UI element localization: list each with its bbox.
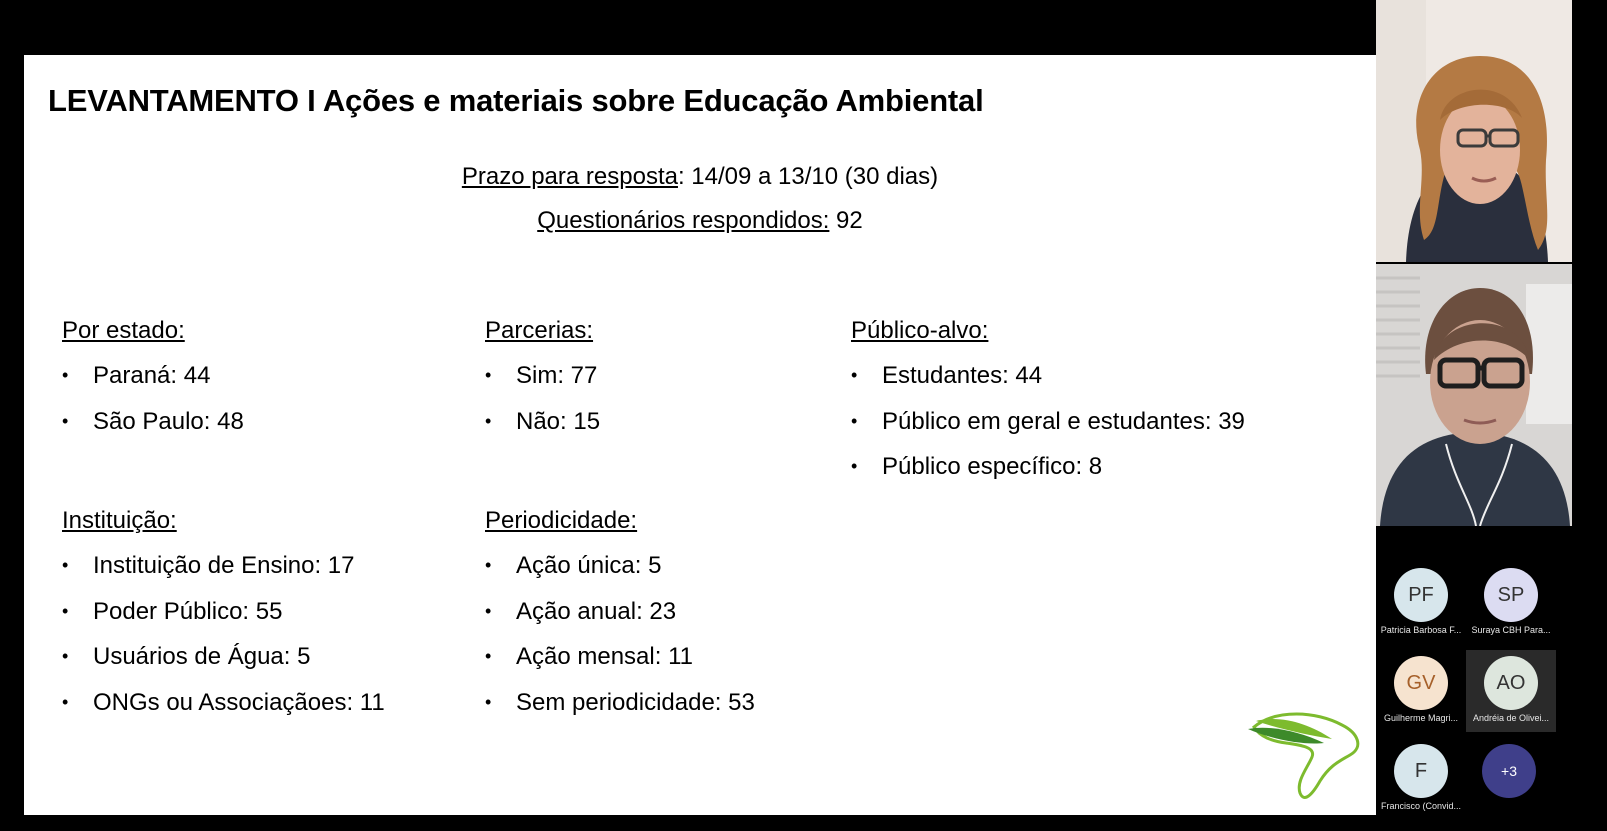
participant-avatar: GV — [1394, 656, 1448, 710]
participant-tile[interactable] — [1376, 650, 1466, 732]
bullet: • — [485, 410, 492, 431]
item-text: Sem periodicidade: 53 — [516, 688, 755, 716]
section-heading: Periodicidade: — [485, 507, 638, 534]
presentation-slide — [24, 55, 1376, 815]
participant-name: Suraya CBH Para... — [1471, 625, 1551, 635]
participant-avatar: SP — [1484, 568, 1538, 622]
item-text: Paraná: 44 — [93, 362, 211, 389]
bullet: • — [485, 365, 492, 385]
section-periodicidade — [485, 499, 755, 725]
participant-name: Francisco (Convid... — [1380, 801, 1462, 811]
participant-video — [1376, 264, 1572, 526]
section-instituicao — [62, 499, 385, 725]
participant-tile[interactable] — [1376, 738, 1466, 820]
list-item — [62, 399, 244, 445]
item-text: Poder Público: 55 — [93, 597, 283, 625]
bullet: • — [851, 456, 858, 476]
bullet: • — [62, 365, 69, 385]
bullet: • — [851, 410, 858, 431]
bullet: • — [62, 600, 69, 621]
bullet: • — [485, 691, 492, 712]
section-heading: Parcerias: — [485, 317, 594, 344]
list-item — [485, 353, 600, 399]
section-heading: Instituição: — [62, 507, 177, 534]
item-text: Instituição de Ensino: 17 — [93, 552, 355, 579]
list-item — [62, 589, 385, 635]
list-item — [485, 680, 755, 726]
participant-tile[interactable] — [1466, 562, 1556, 644]
list-item — [62, 543, 385, 589]
bullet: • — [62, 646, 69, 666]
participant-tile-active[interactable] — [1466, 650, 1556, 732]
item-text: Usuários de Água: 5 — [93, 643, 311, 670]
answered-value: 92 — [829, 207, 863, 234]
organization-logo — [1246, 707, 1364, 803]
participant-avatar: F — [1394, 744, 1448, 798]
item-text: São Paulo: 48 — [93, 407, 244, 435]
bullet: • — [485, 600, 492, 621]
item-text: Estudantes: 44 — [882, 362, 1043, 389]
item-text: ONGs ou Associaçãoes: 11 — [93, 688, 385, 716]
bullet: • — [62, 410, 69, 431]
section-publico-alvo — [851, 309, 1245, 490]
participant-name: Andréia de Olivei... — [1472, 713, 1550, 723]
section-heading: Por estado: — [62, 317, 185, 344]
list-item — [485, 589, 755, 635]
item-text: Não: 15 — [516, 407, 601, 435]
item-text: Público específico: 8 — [882, 453, 1103, 480]
answered-count — [24, 207, 1376, 235]
participant-name: Guilherme Magri... — [1383, 713, 1459, 723]
bullet: • — [485, 646, 492, 666]
item-text: Ação única: 5 — [516, 552, 662, 579]
participant-tile[interactable] — [1376, 562, 1466, 644]
list-item — [851, 353, 1245, 399]
bullet: • — [62, 555, 69, 575]
video-tile-participant[interactable] — [1376, 264, 1572, 526]
deadline-value: : 14/09 a 13/10 (30 dias) — [677, 163, 939, 190]
bullet: • — [851, 365, 858, 385]
list-item — [62, 353, 244, 399]
section-parcerias — [485, 309, 600, 444]
response-deadline — [24, 163, 1376, 191]
list-item — [62, 634, 385, 680]
speaker-video — [1376, 0, 1572, 262]
list-item — [851, 444, 1245, 490]
section-heading: Público-alvo: — [851, 317, 989, 344]
slide-title: LEVANTAMENTO I Ações e materiais sobre Educação Ambiental — [48, 83, 984, 118]
list-item — [851, 399, 1245, 445]
participants-panel — [1376, 0, 1607, 831]
list-item — [485, 634, 755, 680]
answered-label: Questionários respondidos: — [537, 207, 830, 234]
list-item — [62, 680, 385, 726]
bullet: • — [62, 691, 69, 712]
bullet: • — [485, 555, 492, 575]
deadline-label: Prazo para resposta — [461, 163, 678, 190]
list-item — [485, 399, 600, 445]
item-text: Ação mensal: 11 — [516, 643, 693, 670]
item-text: Ação anual: 23 — [516, 597, 677, 625]
section-por-estado — [62, 309, 244, 444]
video-tile-speaker[interactable] — [1376, 0, 1572, 262]
more-participants-button[interactable]: +3 — [1482, 744, 1536, 798]
participant-avatar: AO — [1484, 656, 1538, 710]
list-item — [485, 543, 755, 589]
participant-name: Patricia Barbosa F... — [1380, 625, 1462, 635]
item-text: Público em geral e estudantes: 39 — [882, 407, 1245, 435]
item-text: Sim: 77 — [516, 362, 598, 389]
participant-avatar: PF — [1394, 568, 1448, 622]
